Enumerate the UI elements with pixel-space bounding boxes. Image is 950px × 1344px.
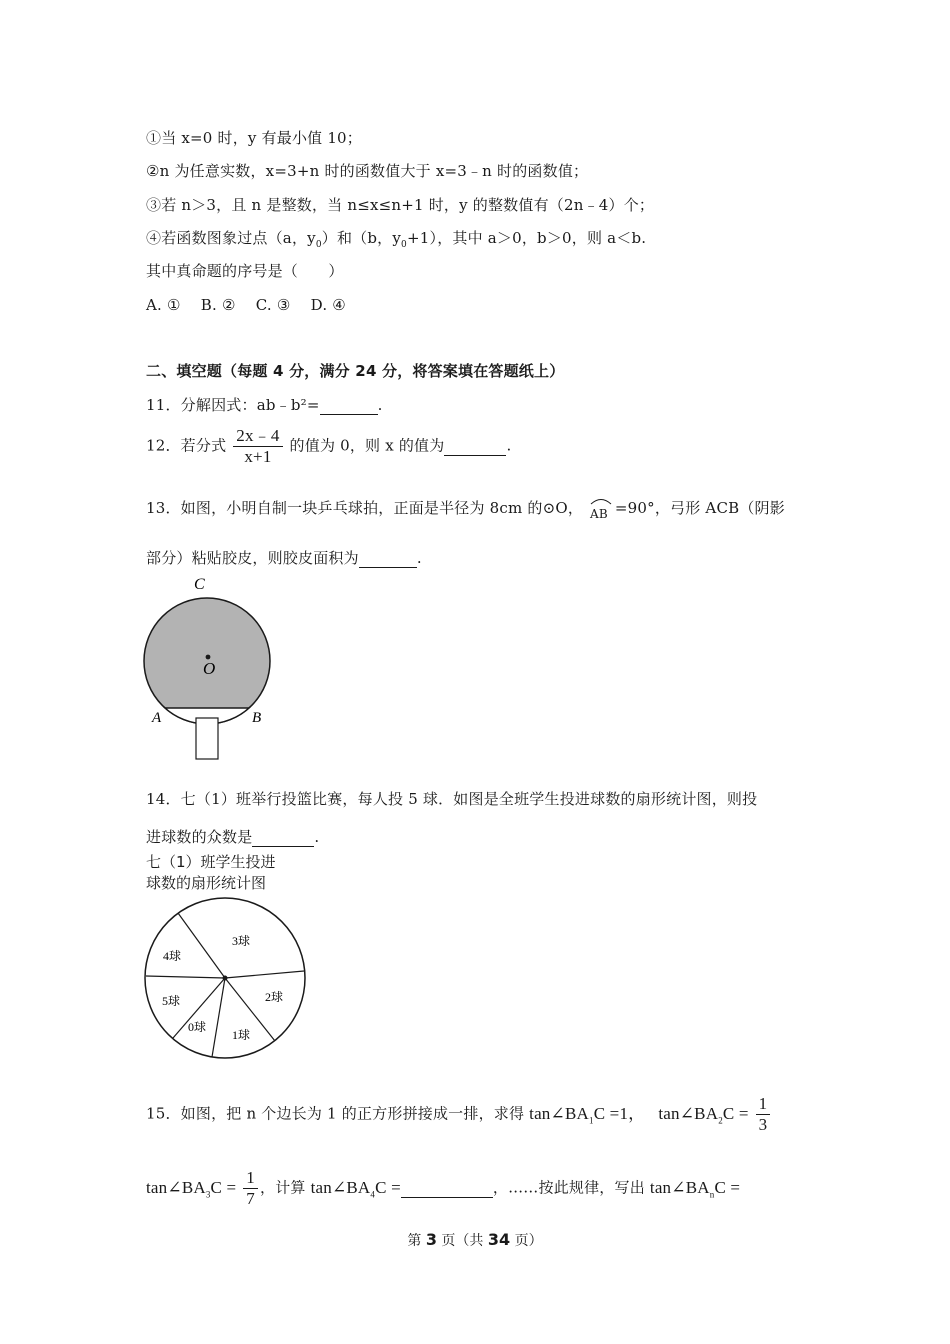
q14-line-1: 14．七（1）班举行投篮比赛，每人投 5 球．如图是全班学生投进球数的扇形统计图，则投 [146,790,758,808]
q15-line-1: 15．如图，把 n 个边长为 1 的正方形拼接成一排，求得 $\tan\angle BA_1C =1$， $\tan\angle BA_2C$ = $\frac{1}{3}$ [146,1094,772,1135]
paddle-figure [140,572,290,767]
arc-ab-symbol: AB [588,499,610,517]
q13-line-2: 部分）粘贴胶皮，则胶皮面积为 . [146,549,422,567]
q15-line-2: $\tan\angle BA_3C$ = $\frac{1}{7}$ ，计算 $\tan\angle BA_4C$ = ，……按此规律，写出 $\tan\angle BA_nC$ = [146,1168,741,1208]
pie-center [223,976,228,981]
slice-label-5: 5球 [162,994,181,1008]
label-c: C [194,576,205,593]
slice-label-0: 0球 [188,1020,207,1034]
pie-chart [143,894,309,1060]
paddle-handle [196,718,218,759]
label-a: A [152,710,162,726]
q15-fraction-1-3: $\frac{1}{3}$ [756,1094,771,1135]
q14-line-2: 进球数的众数是 . [146,828,320,846]
q10-item-2: ②n 为任意实数，x=3+n 时的函数值大于 x=3﹣n 时的函数值； [146,162,589,180]
page-footer: 第 3 页（共 34 页） [407,1230,543,1249]
section-heading: 二、填空题（每题 4 分，满分 24 分，将答案填在答题纸上） [146,362,565,380]
slice-label-2: 2球 [265,990,284,1004]
q15-fraction-1-7: $\frac{1}{7}$ [243,1168,258,1209]
label-b: B [252,710,262,726]
page-number: 3 [425,1230,437,1249]
q10-prompt: 其中真命题的序号是（ ） [146,262,344,280]
slice-label-4: 4球 [163,949,182,963]
q10-options: A. ① B. ② C. ③ D. ④ [146,296,346,314]
q12-fraction: $\frac{2x﹣4}{x+1}$ [233,426,282,467]
label-o: O [203,659,216,678]
q13-line-1: 13．如图，小明自制一块乒乓球拍，正面是半径为 8cm 的⊙O， $_{AB}$ =90°，弓形 ACB（阴影 [146,499,785,521]
q10-item-1: ①当 x=0 时，y 有最小值 10； [146,129,363,147]
q12: 12．若分式 $\frac{2x﹣4}{x+1}$ 的值为 0，则 x 的值为 . [146,426,512,466]
chart-title: 七（1）班学生投进 球数的扇形统计图 [146,853,276,892]
q10-item-4: ④若函数图象过点（a，$y_0$）和（b，$y_0+1$），其中 a＞0，b＞0，则 a＜b. [146,229,647,250]
page-total: 34 [487,1230,511,1249]
slice-label-1: 1球 [232,1028,251,1042]
q10-item-3: ③若 n＞3，且 n 是整数，当 n≤x≤n+1 时，y 的整数值有（2n﹣4）个； [146,196,655,214]
arc-icon [590,497,612,505]
slice-label-3: 3球 [232,934,251,948]
q11: 11．分解因式：ab﹣b²= . [146,396,383,414]
